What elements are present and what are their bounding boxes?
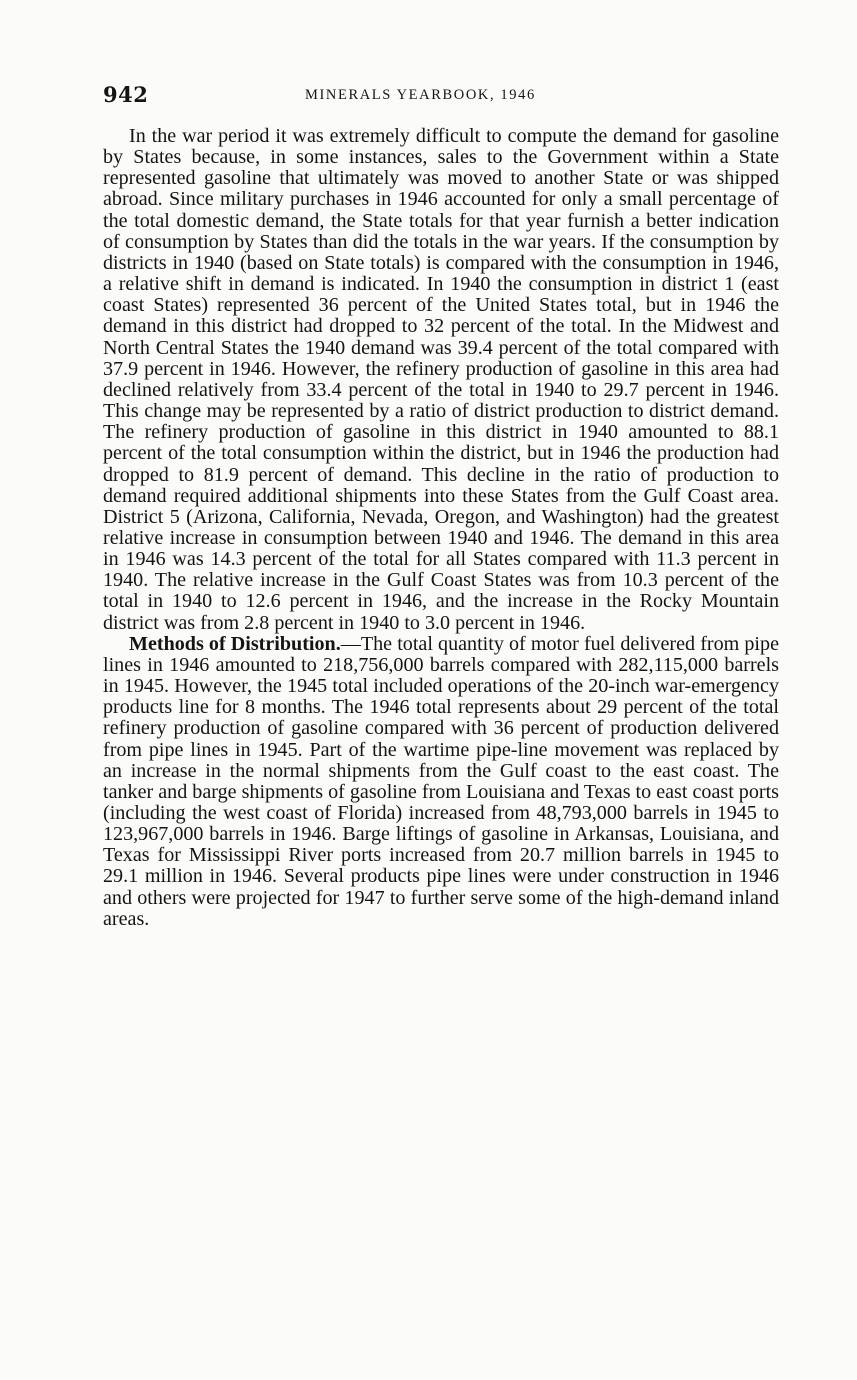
paragraph-text: —The total quantity of motor fuel delivered from pipe lines in 1946 amounted to 218,756,000 barrels compared with 282,115,000 barrels in 1945. However, the 1945 total included operations of the 20-inch war-emergency products line for 8 months. The 1946 total represents about 29 percent of the total refinery production of gasoline compared with 36 percent of production delivered from pipe lines in 1945. Part of the wartime pipe-line movement was replaced by an increase in the normal shipments from the Gulf coast to the east coast. The tanker and barge shipments of gasoline from Louisiana and Texas to east coast ports (including the west coast of Florida) increased from 48,793,000 barrels in 1945 to 123,967,000 barrels in 1946. Barge liftings of gasoline in Arkansas, Louisiana, and Texas for Mississippi River ports increased from 20.7 million barrels in 1945 to 29.1 million in 1946. Several products pipe lines were under construction in 1946 and others were projected for 1947 to further serve some of the high-demand inland areas. [103,632,779,930]
page-header [103,82,779,112]
paragraph-methods-of-distribution [103,634,779,930]
body-text [103,126,779,930]
section-heading: Methods of Distribution. [129,632,341,655]
document-page [103,82,779,930]
paragraph-demand-by-states [103,126,779,634]
page-number: 942 [103,82,149,107]
running-title: MINERALS YEARBOOK, 1946 [305,87,536,103]
paragraph-text: In the war period it was extremely difficult to compute the demand for gasoline by States because, in some instances, sales to the Government within a State represented gasoline that ultimately was moved to another State or was shipped abroad. Since military purchases in 1946 accounted for only a small percentage of the total domestic demand, the State totals for that year furnish a better indication of consumption by States than did the totals in the war years. If the consumption by districts in 1940 (based on State totals) is compared with the consumption in 1946, a relative shift in demand is indicated. In 1940 the consumption in district 1 (east coast States) represented 36 percent of the United States total, but in 1946 the demand in this district had dropped to 32 percent of the total. In the Midwest and North Central States the 1940 demand was 39.4 percent of the total compared with 37.9 percent in 1946. However, the refinery production of gasoline in this area had declined relatively from 33.4 percent of the total in 1940 to 29.7 percent in 1946. This change may be represented by a ratio of district production to district demand. The refinery production of gasoline in this district in 1940 amounted to 88.1 percent of the total consumption within the district, but in 1946 the production had dropped to 81.9 percent of demand. This decline in the ratio of production to demand required additional shipments into these States from the Gulf Coast area. District 5 (Arizona, California, Nevada, Oregon, and Washington) had the greatest relative increase in consumption between 1940 and 1946. The demand in this area in 1946 was 14.3 percent of the total for all States compared with 11.3 percent in 1940. The relative increase in the Gulf Coast States was from 10.3 percent of the total in 1940 to 12.6 percent in 1946, and the increase in the Rocky Mountain district was from 2.8 percent in 1940 to 3.0 percent in 1946. [103,125,779,634]
